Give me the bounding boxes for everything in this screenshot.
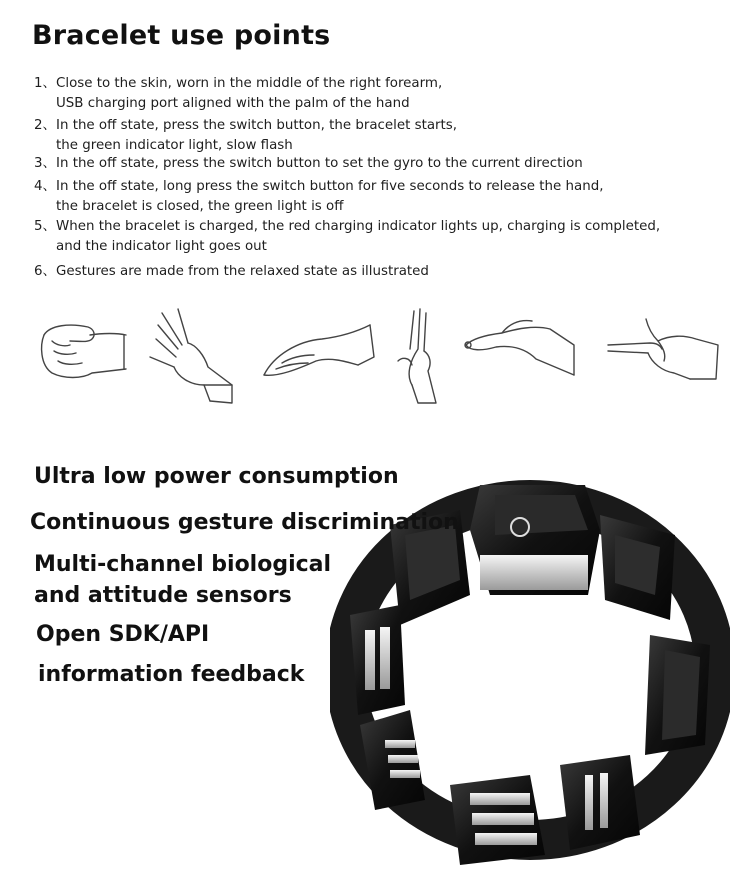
wave-out-gesture-icon [390, 305, 460, 405]
spread-fingers-gesture-icon [148, 305, 238, 405]
pinch-gesture-icon [462, 305, 582, 395]
fist-gesture-icon [30, 305, 130, 395]
feature-2: Continuous gesture discrimination [30, 510, 459, 535]
use-point-3: 3、In the off state, press the switch button to set the gyro to the current direction [34, 156, 583, 171]
feature-5: Open SDK/API [36, 622, 210, 647]
wave-in-gesture-icon [258, 305, 378, 395]
use-point-5: 5、When the bracelet is charged, the red charging indicator lights up, charging is completed, and the indicator light goes out [34, 219, 661, 254]
use-point-4: 4、In the off state, long press the switch button for five seconds to release the hand, the bracelet is closed, the green light is off [34, 179, 604, 214]
gesture-illustrations [30, 305, 730, 415]
use-point-1: 1、Close to the skin, worn in the middle of the right forearm, USB charging port aligned with the palm of the hand [34, 76, 443, 111]
use-point-2: 2、In the off state, press the switch button, the bracelet starts, the green indicator light, slow flash [34, 118, 458, 153]
feature-3: Multi-channel biological [34, 552, 332, 577]
feature-6: information feedback [38, 662, 305, 687]
feature-4: and attitude sensors [34, 583, 292, 608]
use-point-6: 6、Gestures are made from the relaxed state as illustrated [34, 264, 429, 279]
point-gesture-icon [604, 305, 724, 395]
feature-1: Ultra low power consumption [34, 464, 399, 489]
page-title: Bracelet use points [32, 20, 331, 51]
